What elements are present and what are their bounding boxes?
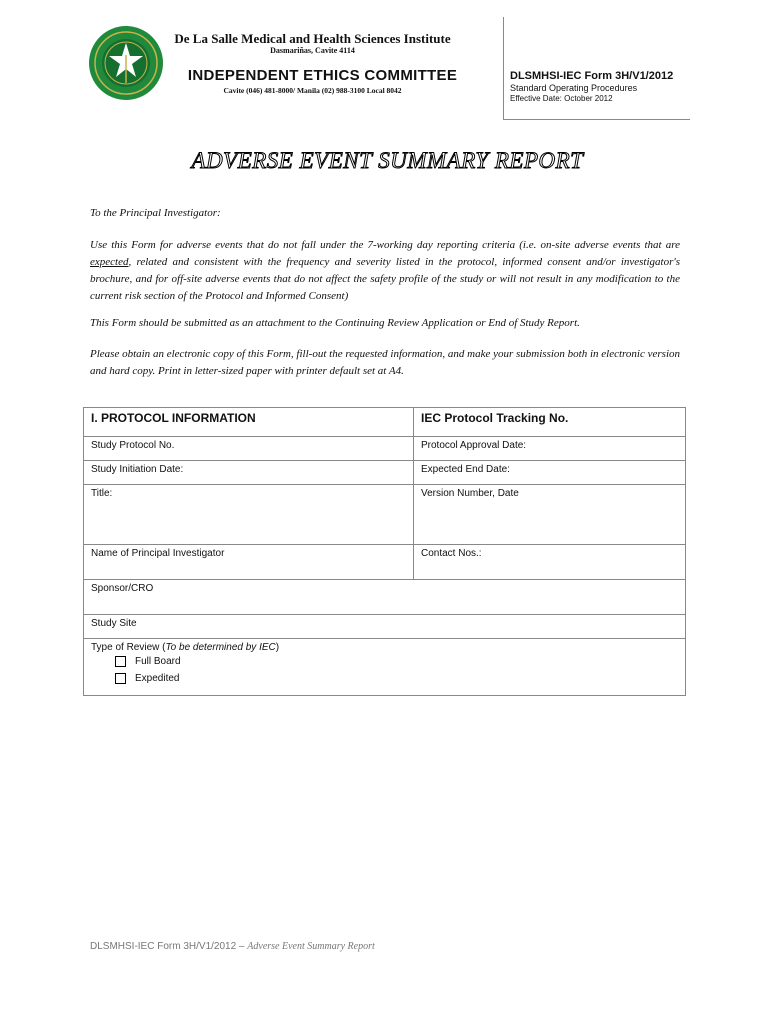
approval-date-field[interactable]: Protocol Approval Date: xyxy=(414,437,686,461)
header-divider-horizontal xyxy=(503,119,690,120)
page-title: ADVERSE EVENT SUMMARY REPORT xyxy=(191,148,584,173)
review-type-label: Type of Review (To be determined by IEC) xyxy=(91,642,280,653)
expedited-option[interactable] xyxy=(115,670,678,687)
intro-paragraph-1: Use this Form for adverse events that do not fall under the 7-working day reporting criteria (i.e. on-site adverse events that are expected, related and consistent with the frequency and severity listed in the protocol, informed consent and/or investigator's brochure, and for off-site adverse events that do not affect the safety profile of the study or will not result in any modification to the current risk section of the Protocol and Informed Consent) xyxy=(90,239,680,302)
full-board-label: Full Board xyxy=(135,656,181,667)
institution-name: De La Salle Medical and Health Sciences Institute xyxy=(174,31,451,46)
full-board-checkbox[interactable] xyxy=(115,656,126,667)
form-code: DLSMHSI-IEC Form 3H/V1/2012 xyxy=(510,70,674,82)
expected-end-date-field[interactable]: Expected End Date: xyxy=(414,461,686,485)
page-footer: DLSMHSI-IEC Form 3H/V1/2012 – Adverse Event Summary Report xyxy=(90,941,375,952)
initiation-date-field[interactable]: Study Initiation Date: xyxy=(84,461,414,485)
committee-name: INDEPENDENT ETHICS COMMITTEE xyxy=(187,67,458,84)
intro-paragraph-2: This Form should be submitted as an attachment to the Continuing Review Application or End of Study Report. xyxy=(90,317,580,329)
protocol-information-table xyxy=(83,407,686,696)
header-divider-vertical xyxy=(503,17,504,120)
study-site-field[interactable]: Study Site xyxy=(84,615,686,639)
effective-date: Effective Date: October 2012 xyxy=(510,94,613,103)
version-field[interactable]: Version Number, Date xyxy=(414,485,686,545)
contact-nos-field[interactable]: Contact Nos.: xyxy=(414,545,686,580)
tracking-number-label: IEC Protocol Tracking No. xyxy=(414,408,686,437)
greeting: To the Principal Investigator: xyxy=(90,207,221,219)
pi-name-field[interactable]: Name of Principal Investigator xyxy=(84,545,414,580)
expedited-checkbox[interactable] xyxy=(115,673,126,684)
intro-paragraph-3: Please obtain an electronic copy of this Form, fill-out the requested information, and make your submission both in electronic version and hard copy. Print in letter-sized paper with printer default set at A4. xyxy=(90,348,680,377)
institution-seal-logo xyxy=(88,25,164,101)
title-field[interactable]: Title: xyxy=(84,485,414,545)
sop-label: Standard Operating Procedures xyxy=(510,83,638,93)
review-type-cell xyxy=(84,639,686,696)
section-title: I. PROTOCOL INFORMATION xyxy=(84,408,414,437)
expedited-label: Expedited xyxy=(135,673,180,684)
contact-numbers: Cavite (046) 481-8000/ Manila (02) 988-3100 Local 8042 xyxy=(223,86,402,95)
institution-address: Dasmariñas, Cavite 4114 xyxy=(270,46,355,55)
full-board-option[interactable] xyxy=(115,653,678,670)
study-protocol-no-field[interactable]: Study Protocol No. xyxy=(84,437,414,461)
sponsor-field[interactable]: Sponsor/CRO xyxy=(84,580,686,615)
